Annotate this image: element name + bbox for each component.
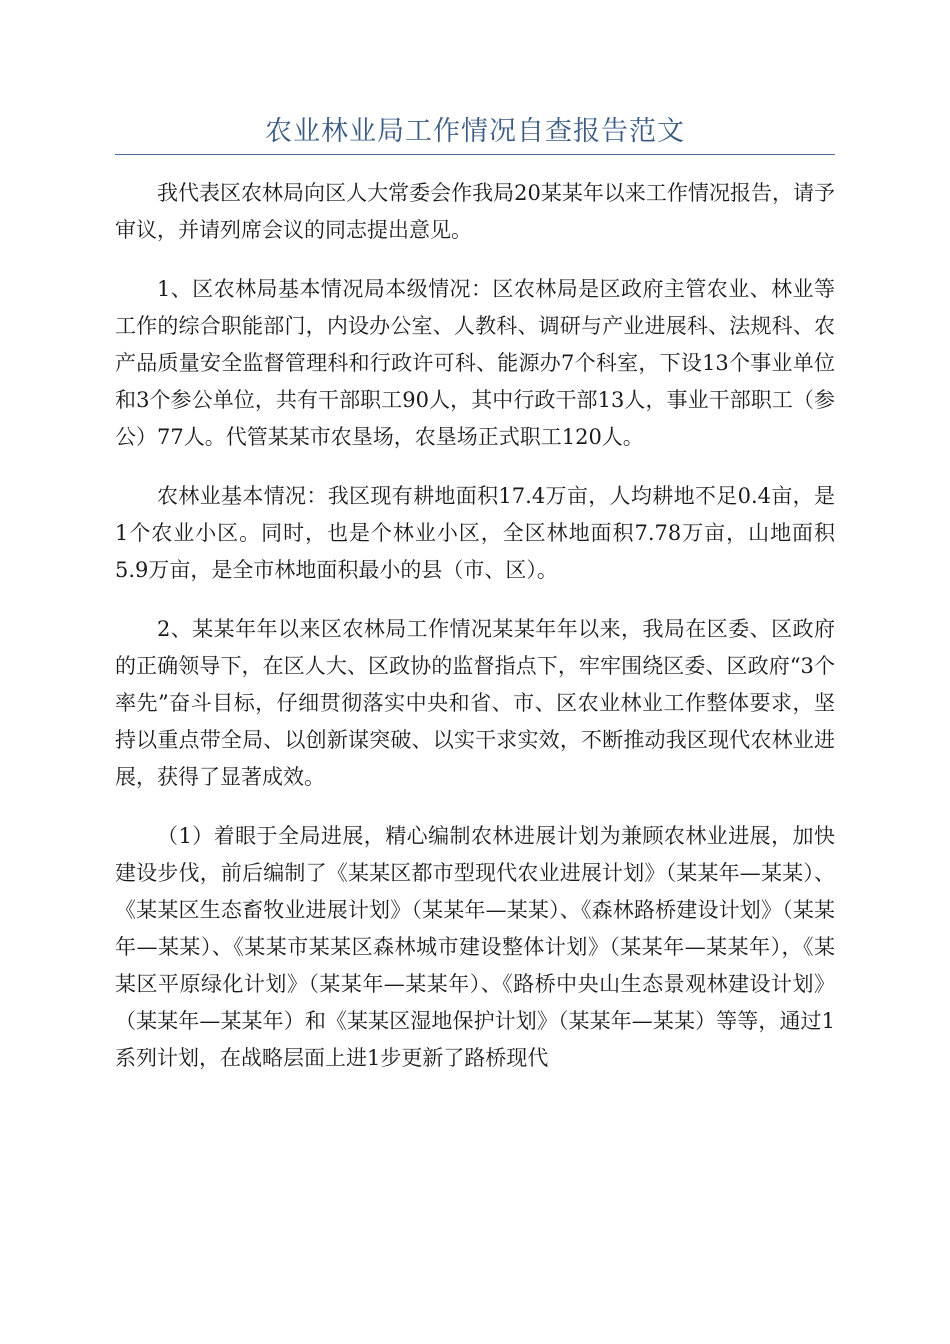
paragraph-work-situation: 2、某某年年以来区农林局工作情况某某年年以来，我局在区委、区政府的正确领导下，在区人大、区政协的监督指点下，牢牢围绕区委、区政府“3个率先”奋斗目标，仔细贯彻落实中央和省、市、区农业林业工作整体要求，坚持以重点带全局、以创新谋突破、以实干求实效，不断推动我区现代农林业进展，获得了显著成效。 bbox=[115, 617, 835, 789]
document-title: 农业林业局工作情况自查报告范文 bbox=[265, 116, 685, 147]
document-body bbox=[115, 175, 835, 1077]
paragraph-agroforestry-situation: 农林业基本情况：我区现有耕地面积17.4万亩，人均耕地不足0.4亩，是1个农业小区。同时，也是个林业小区，全区林地面积7.78万亩，山地面积5.9万亩，是全市林地面积最小的县（市、区）。 bbox=[115, 484, 835, 582]
paragraph-planning: （1）着眼于全局进展，精心编制农林进展计划为兼顾农林业进展，加快建设步伐，前后编制了《某某区都市型现代农业进展计划》（某某年—某某）、《某某区生态畜牧业进展计划》（某某年—某某）、《森林路桥建设计划》（某某年—某某）、《某某市某某区森林城市建设整体计划》（某某年—某某年），《某某区平原绿化计划》（某某年—某某年）、《路桥中央山生态景观林建设计划》（某某年—某某年）和《某某区湿地保护计划》（某某年—某某）等等，通过1系列计划，在战略层面上进1步更新了路桥现代 bbox=[115, 824, 835, 1070]
paragraph-intro: 我代表区农林局向区人大常委会作我局20某某年以来工作情况报告，请予审议，并请列席会议的同志提出意见。 bbox=[115, 181, 835, 242]
paragraph-basic-situation: 1、区农林局基本情况局本级情况：区农林局是区政府主管农业、林业等工作的综合职能部门，内设办公室、人教科、调研与产业进展科、法规科、农产品质量安全监督管理科和行政许可科、能源办7个科室，下设13个事业单位和3个参公单位，共有干部职工90人，其中行政干部13人，事业干部职工（参公）77人。代管某某市农垦场，农垦场正式职工120人。 bbox=[115, 277, 835, 449]
title-underline bbox=[115, 154, 835, 155]
